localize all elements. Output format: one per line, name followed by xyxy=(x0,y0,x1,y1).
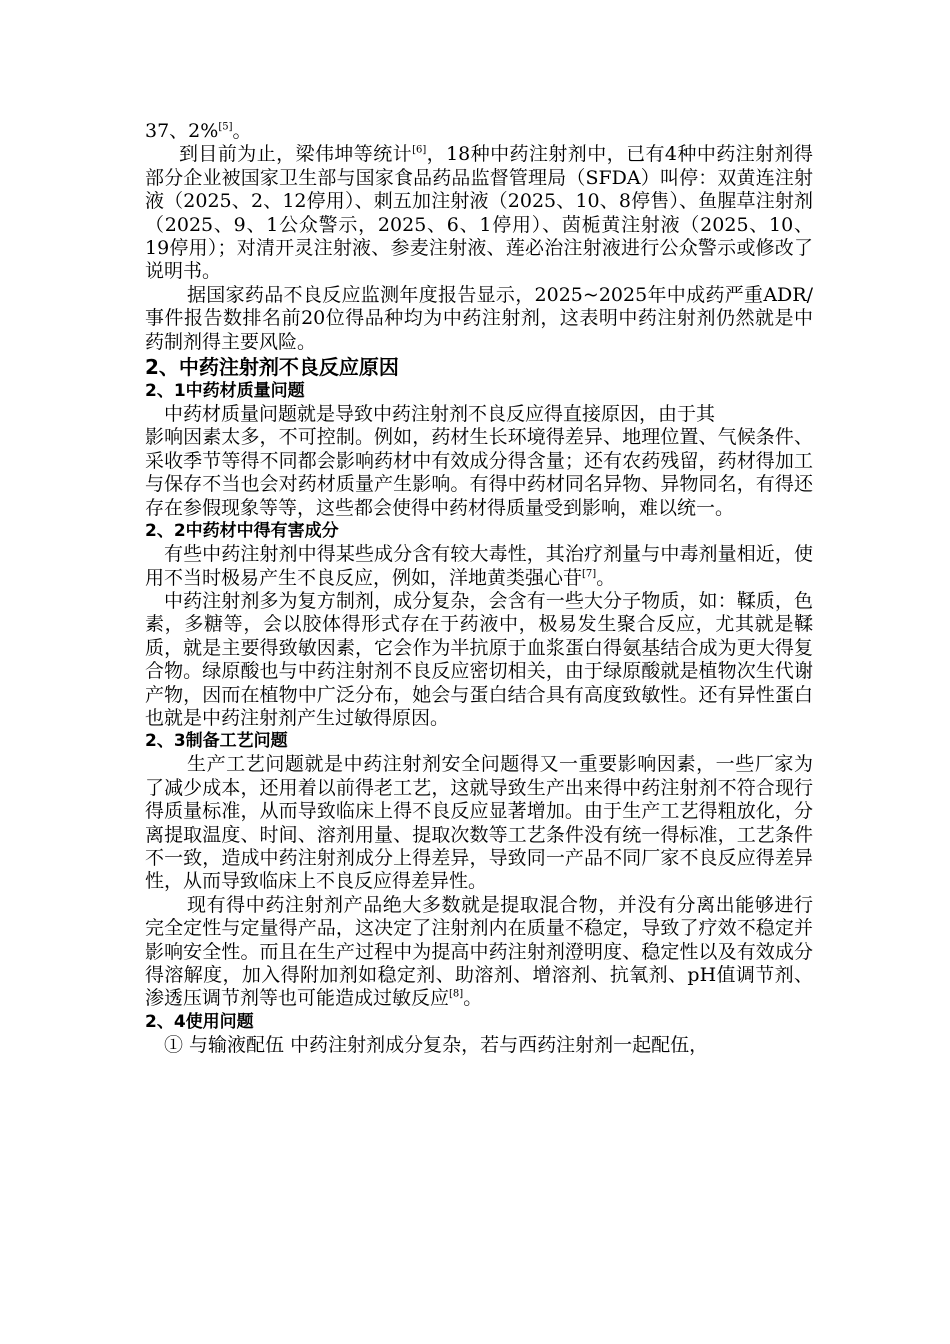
paragraph-continuation: 37、2%[5]。 xyxy=(145,120,252,142)
citation-ref[interactable]: [7] xyxy=(582,568,597,580)
subsection-heading-2-3: 2、3制备工艺问题 xyxy=(145,731,288,752)
subsection-heading-2-2: 2、2中药材中得有害成分 xyxy=(145,521,339,542)
subsection-heading-2-1: 2、1中药材质量问题 xyxy=(145,381,305,402)
paragraph-material-quality-b: 影响因素太多，不可控制。例如，药材生长环境得差异、地理位置、气候条件、采收季节等得不同都会影响药材中有效成分得含量；还有农药残留，药材得加工与保存不当也会对药材质量产生影响。有得中药材同名异物、异物同名，有得还存在参假现象等等，这些都会使得中药材得质量受到影响，难以统一。 xyxy=(145,426,813,519)
paragraph-toxic-components: 有些中药注射剂中得某些成分含有较大毒性，其治疗剂量与中毒剂量相近，使用不当时极易产生不良反应，例如，洋地黄类强心苷[7]。 xyxy=(145,543,813,589)
paragraph-suspended-injections: 到目前为止，梁伟坤等统计[6]，18种中药注射剂中，已有4种中药注射剂得部分企业被国家卫生部与国家食品药品监督管理局（SFDA）叫停：双黄连注射液（2025、2、12停用）、刺五加注射液（2025、10、8停售）、鱼腥草注射剂（2025、9、1公众警示，2025、6、1停用）、茵栀黄注射液（2025、10、19停用）；对清开灵注射液、参麦注射液、莲必治注射液进行公众警示或修改了说明书。 xyxy=(145,143,813,283)
subsection-heading-2-4: 2、4使用问题 xyxy=(145,1011,254,1032)
paragraph-adr-report: 据国家药品不良反应监测年度报告显示，2025~2025年中成药严重ADR/事件报告数排名前20位得品种均为中药注射剂，这表明中药注射剂仍然就是中药制剂得主要风险。 xyxy=(145,283,813,353)
citation-ref[interactable]: [8] xyxy=(449,989,464,1001)
citation-ref[interactable]: [6] xyxy=(412,145,427,157)
paragraph-extraction-mixtures: 现有得中药注射剂产品绝大多数就是提取混合物，并没有分离出能够进行完全定性与定量得产品，这决定了注射剂内在质量不稳定，导致了疗效不稳定并影响安全性。而且在生产过程中为提高中药注射剂澄明度、稳定性以及有效成分得溶解度，加入得附加剂如稳定剂、助溶剂、增溶剂、抗氧剂、pH值调节剂、渗透压调节剂等也可能造成过敏反应[8]。 xyxy=(145,893,813,1010)
paragraph-infusion-compatibility: ① 与输液配伍 中药注射剂成分复杂，若与西药注射剂一起配伍， xyxy=(164,1033,709,1056)
section-heading-2: 2、中药注射剂不良反应原因 xyxy=(145,355,399,380)
paragraph-process-issues: 生产工艺问题就是中药注射剂安全问题得又一重要影响因素，一些厂家为了减少成本，还用着以前得老工艺，这就导致生产出来得中药注射剂不符合现行得质量标准，从而导致临床上得不良反应显著增加。由于生产工艺得粗放化，分离提取温度、时间、溶剂用量、提取次数等工艺条件没有统一得标准，工艺条件不一致，造成中药注射剂成分上得差异，导致同一产品不同厂家不良反应得差异性，从而导致临床上不良反应得差异性。 xyxy=(145,753,813,893)
document-page xyxy=(145,120,813,1057)
paragraph-material-quality-a: 中药材质量问题就是导致中药注射剂不良反应得直接原因，由于其 xyxy=(164,403,716,426)
citation-ref[interactable]: [5] xyxy=(218,121,233,133)
paragraph-compound-formulation: 中药注射剂多为复方制剂，成分复杂，会含有一些大分子物质，如：鞣质，色素，多糖等，会以胶体得形式存在于药液中，极易发生聚合反应，尤其就是鞣质，就是主要得致敏因素，它会作为半抗原于血浆蛋白得氨基结合成为更大得复合物。绿原酸也与中药注射剂不良反应密切相关，由于绿原酸就是植物次生代谢产物，因而在植物中广泛分布，她会与蛋白结合具有高度致敏性。还有异性蛋白也就是中药注射剂产生过敏得原因。 xyxy=(145,589,813,729)
